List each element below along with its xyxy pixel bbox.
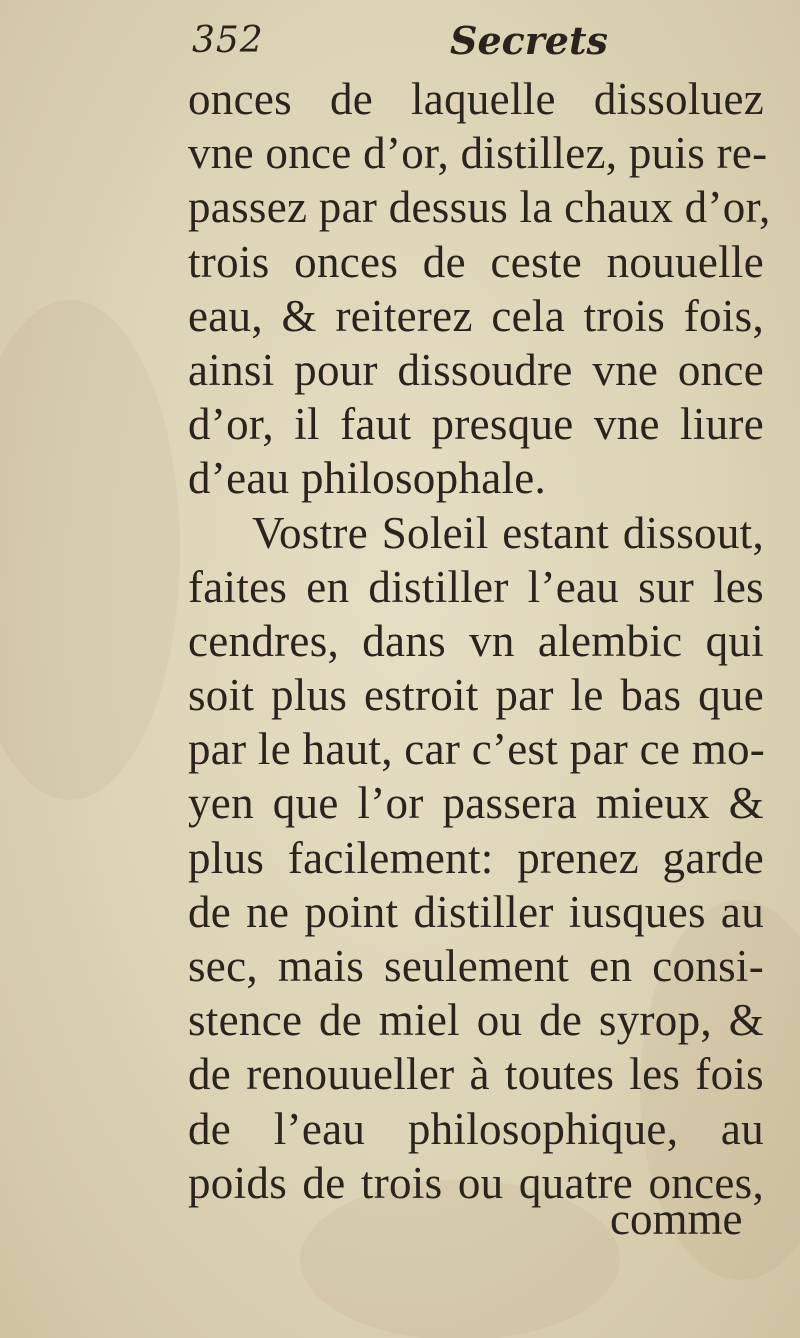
page-header <box>192 14 612 74</box>
text-line: yen que l’or passera mieux & <box>188 778 764 829</box>
text-line: de l’eau philosophique, au <box>188 1103 764 1154</box>
paragraph-start-line: Vostre Soleil estant dissout, <box>252 507 764 558</box>
body-text <box>188 72 771 1210</box>
text-line: cendres, dans vn alembic qui <box>188 615 764 666</box>
text-line: faites en distiller l’eau sur les <box>188 561 764 612</box>
text-line: soit plus estroit par le bas que <box>188 670 764 721</box>
text-line: plus facilement: prenez garde <box>188 832 764 883</box>
text-line: onces de laquelle dissoluez <box>188 74 764 124</box>
paragraph-end-line: d’eau philosophale. <box>188 453 547 504</box>
text-line: eau, & reiterez cela trois fois, <box>188 290 764 341</box>
text-line: trois onces de ceste nouuelle <box>188 236 764 287</box>
running-head: Secrets <box>450 18 608 63</box>
text-line: vne once d’or, distillez, puis re- <box>188 128 768 179</box>
text-line: par le haut, car c’est par ce mo- <box>188 724 766 775</box>
text-line: passez par dessus la chaux d’or, <box>188 182 771 233</box>
text-line: de ne point distiller iusques au <box>188 886 764 937</box>
catchword: comme <box>610 1194 743 1244</box>
text-line: poids de trois ou quatre onces, <box>188 1157 764 1208</box>
text-line: ainsi pour dissoudre vne once <box>188 344 764 395</box>
text-line: sec, mais seulement en consi- <box>188 941 764 991</box>
paper-stain <box>0 300 180 800</box>
text-line: de renouueller à toutes les fois <box>188 1049 764 1100</box>
text-line: stence de miel ou de syrop, & <box>188 995 764 1046</box>
text-line: d’or, il faut presque vne liure <box>188 399 764 450</box>
page-number: 352 <box>192 20 264 61</box>
